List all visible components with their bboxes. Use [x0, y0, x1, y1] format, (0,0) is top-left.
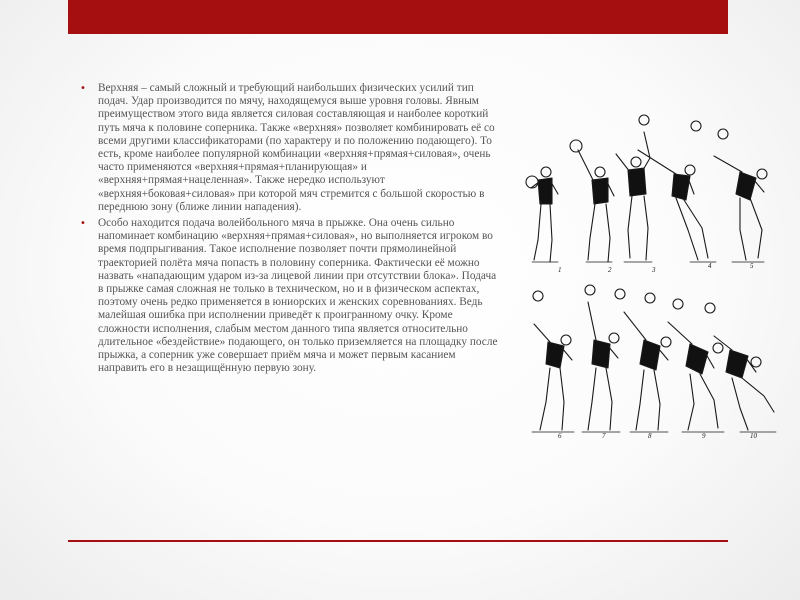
ball-icon — [533, 291, 543, 301]
bullet-text: Особо находится подача волейбольного мяча в прыжке. Она очень сильно напоминает комбинацию «верхняя+прямая+силовая», но выполняется игроком во время подпрыгивания. Такое исполнение позволяет почти прямолинейной траекторией полёта мяча попасть в половину соперника. Фактически её можно назвать «нападающим ударом из-за лицевой линии при отсутствии блока». Подача в прыжке самая сложная не только в техническом, но и в физическом аспектах, поэтому очень редко применяется в юниорских и женских соревнованиях. Ведь малейшая ошибка при исполнении приведёт к проигранному очку. Кроме сложности исполнения, слабым местом данного типа является относительно длительное «бездействие» подающего, он только приземляется на площадку после прыжка, а соперник уже совершает приём мяча и может первым касанием направить его в незащищённую первую зону. — [98, 217, 498, 375]
frame-label: 4 — [708, 262, 712, 270]
player-figure-6 — [534, 324, 572, 430]
frame-label: 1 — [558, 266, 562, 274]
frame-label: 8 — [648, 432, 652, 440]
frame-label: 6 — [558, 432, 562, 440]
ball-icon — [639, 115, 649, 125]
text-content — [78, 82, 498, 378]
ball-icon — [645, 293, 655, 303]
ball-icon — [570, 140, 582, 152]
bullet-item-overhead-serve — [78, 82, 498, 214]
ball-icon — [615, 289, 625, 299]
frame-label: 7 — [602, 432, 606, 440]
player-figure-8 — [624, 312, 671, 430]
frame-label: 10 — [750, 432, 757, 440]
serve-sequence-top-row — [526, 115, 767, 262]
serve-sequence-bottom-row — [532, 285, 776, 432]
title-bar — [68, 0, 728, 34]
ball-icon — [585, 285, 595, 295]
bullet-item-jump-serve — [78, 217, 498, 375]
player-figure-5 — [714, 156, 767, 260]
player-figure-7 — [588, 302, 619, 430]
frame-label: 9 — [702, 432, 706, 440]
bottom-divider — [68, 540, 728, 542]
bullet-marker: • — [80, 83, 86, 94]
player-figure-9 — [668, 322, 723, 430]
frame-label: 3 — [652, 266, 656, 274]
ball-icon — [718, 129, 728, 139]
player-figure-3 — [616, 132, 650, 260]
bullet-marker: • — [80, 218, 86, 230]
player-figure-1 — [531, 167, 558, 262]
ball-icon — [705, 303, 715, 313]
player-figure-2 — [578, 150, 614, 262]
bullet-text: Верхняя – самый сложный и требующий наибольших физических усилий тип подач. Удар производится по мячу, находящемуся выше уровня головы. Явным преимуществом этого вида является силовая составляющая и наиболее короткий путь мяча к половине соперника. Также «верхняя» позволяет комбинировать её со всеми другими классификаторами (по характеру и по положению подающего). То есть, кроме наиболее популярной комбинации «верхняя+прямая+силовая», очень часто применяются «верхняя+прямая+планирующая» и «верхняя+прямая+нацеленная». Также нередко используют «верхняя+боковая+силовая» при которой мяч стремится с большой скоростью в переднюю зону (ближе линии нападения). — [98, 82, 495, 213]
ball-icon — [691, 121, 701, 131]
ball-icon — [526, 176, 538, 188]
player-figure-4 — [638, 150, 708, 260]
ball-icon — [673, 299, 683, 309]
frame-label: 5 — [750, 262, 754, 270]
serve-technique-illustration — [518, 112, 780, 440]
frame-label: 2 — [608, 266, 612, 274]
